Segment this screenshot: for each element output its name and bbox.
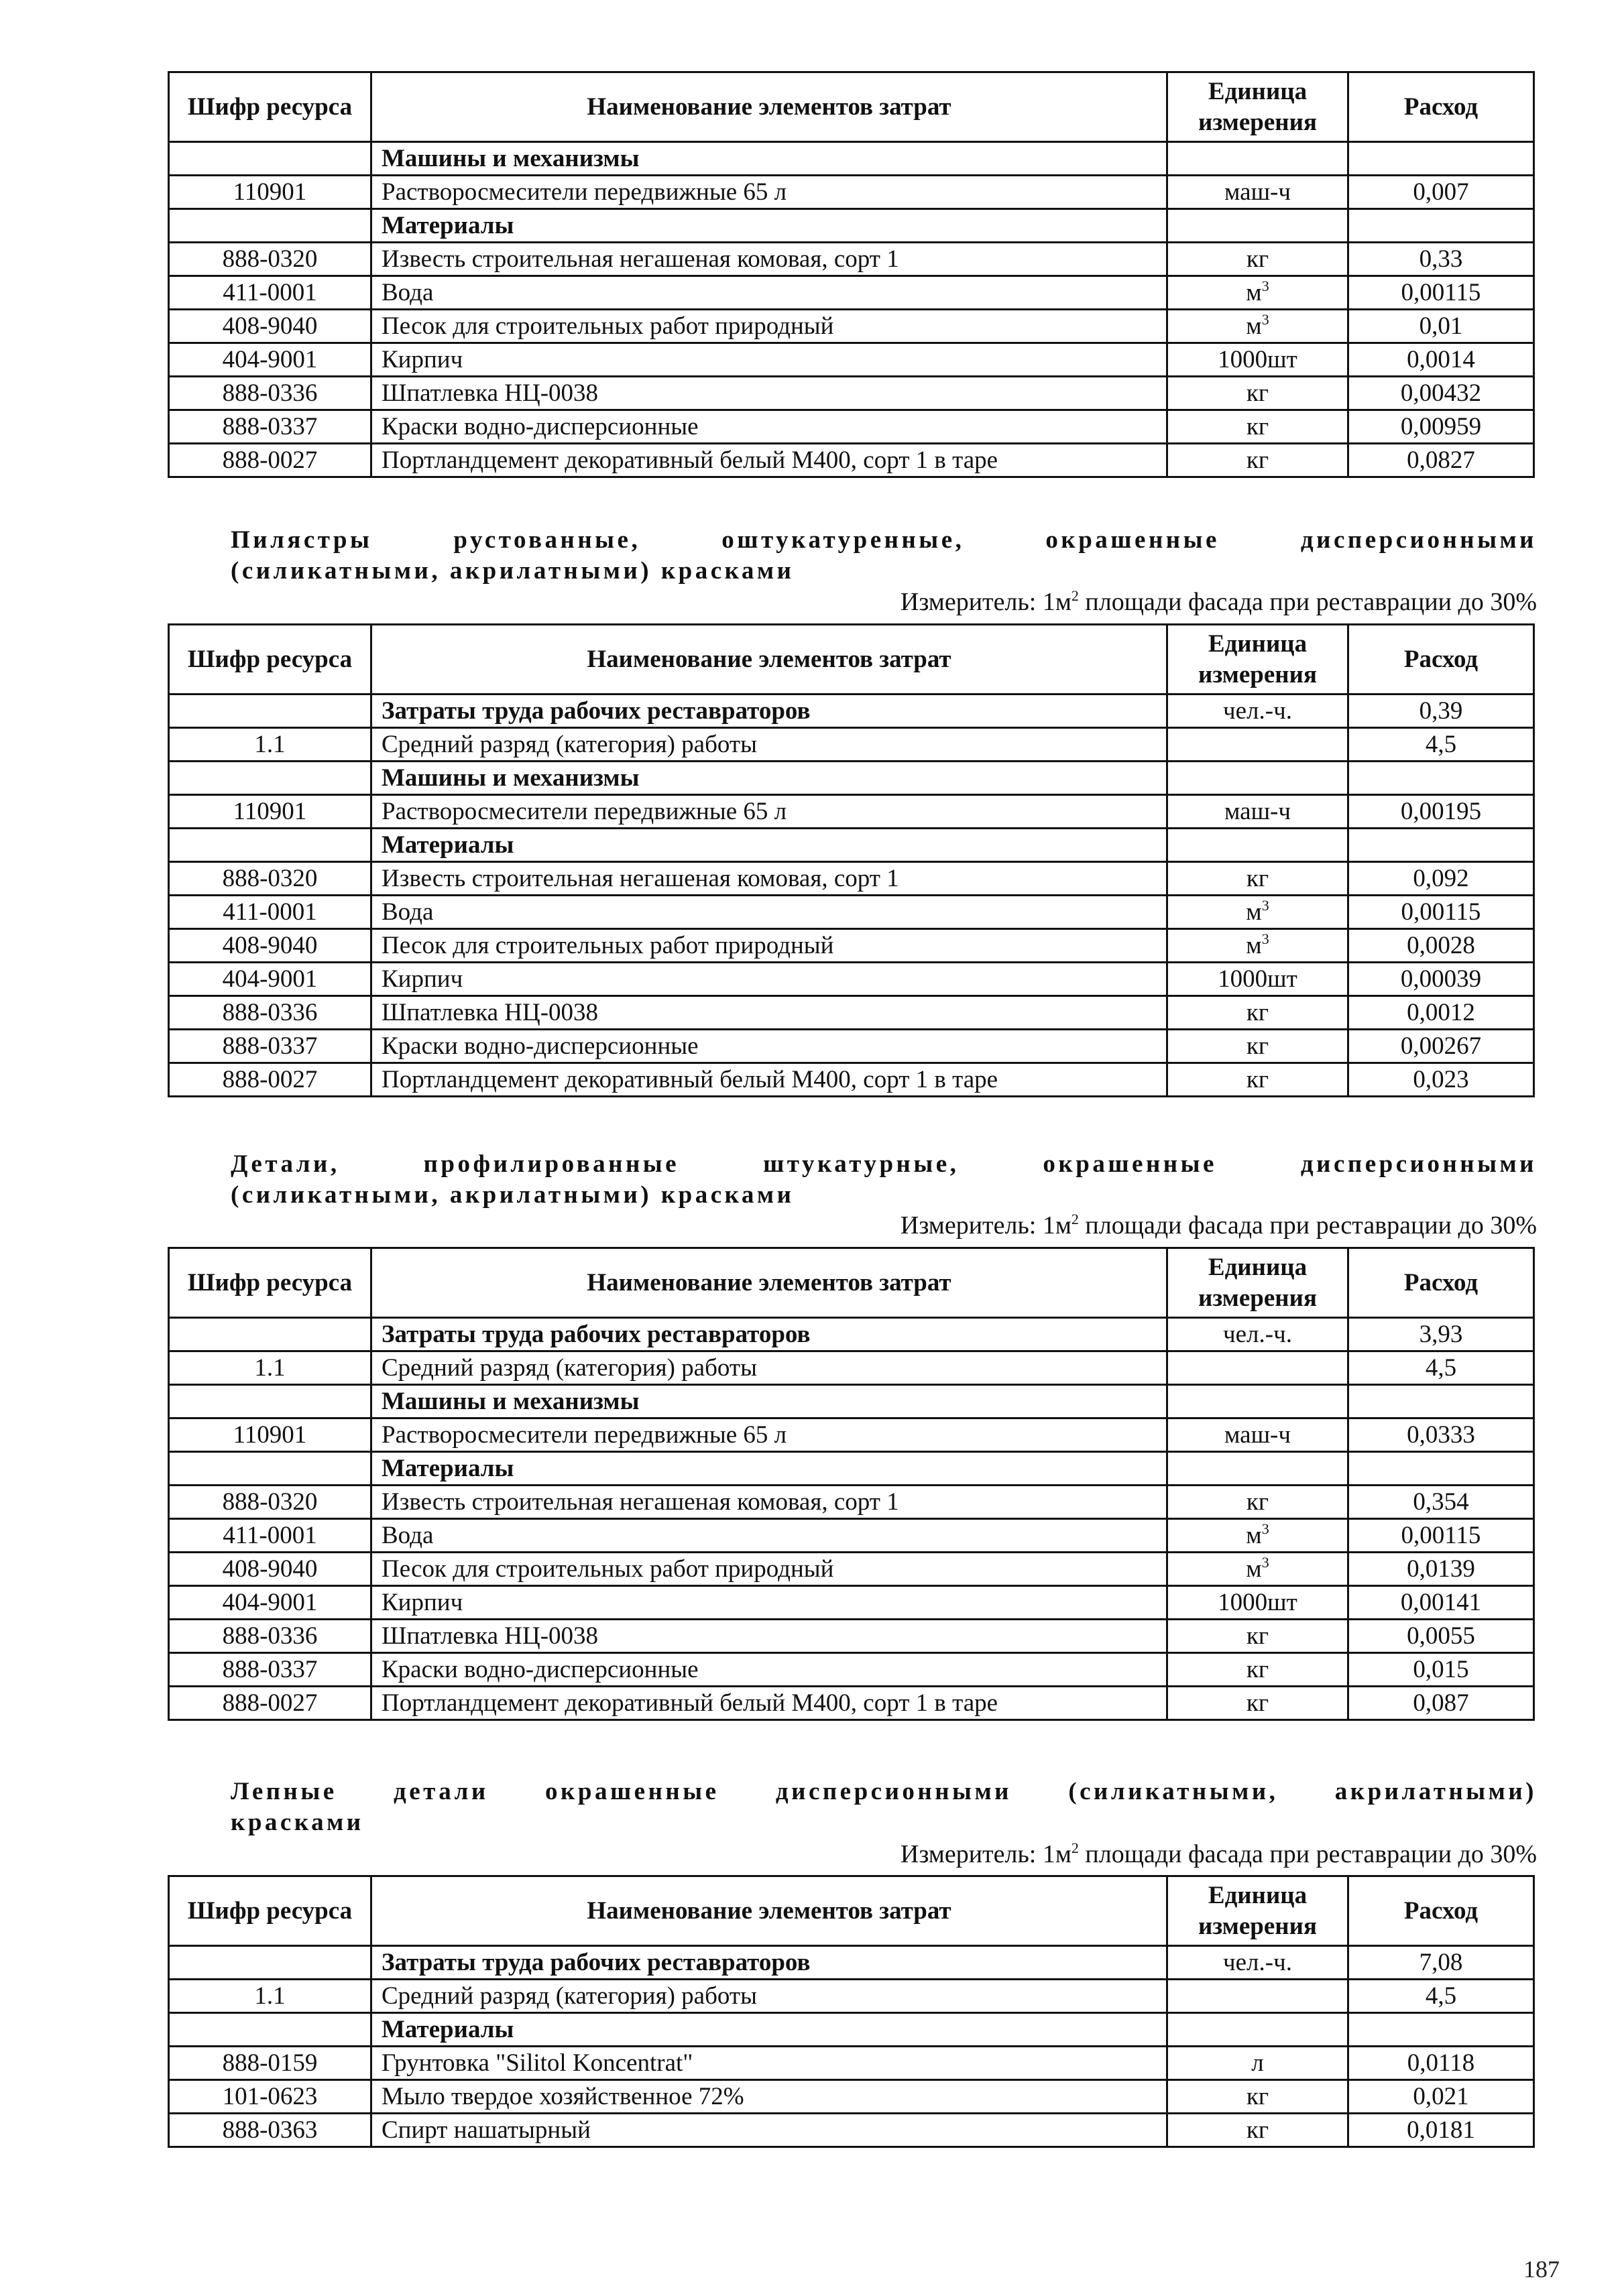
cost-element-name: Известь строительная негашеная комовая, сорт 1 bbox=[371, 1486, 1167, 1519]
consumption-value: 0,39 bbox=[1348, 694, 1534, 728]
unit-of-measure bbox=[1167, 2080, 1348, 2114]
unit-text: кг bbox=[1246, 1488, 1269, 1516]
cost-element-name: Грунтовка "Silitol Koncentrat" bbox=[371, 2047, 1167, 2080]
unit-text: кг bbox=[1246, 413, 1269, 440]
column-header-qty: Расход bbox=[1348, 625, 1534, 694]
measure-label: Измеритель: 1м bbox=[900, 588, 1071, 616]
cost-element-name: Материалы bbox=[371, 209, 1167, 243]
table-row bbox=[169, 176, 1534, 209]
unit-of-measure bbox=[1167, 343, 1348, 377]
cost-element-name: Песок для строительных работ природный bbox=[371, 310, 1167, 343]
unit-of-measure bbox=[1167, 410, 1348, 444]
table-row bbox=[169, 1519, 1534, 1553]
table-row bbox=[169, 1620, 1534, 1653]
cost-element-name: Спирт нашатырный bbox=[371, 2114, 1167, 2147]
resource-code bbox=[169, 1452, 371, 1486]
table-row bbox=[169, 276, 1534, 310]
unit-of-measure bbox=[1167, 1452, 1348, 1486]
measure-superscript: 2 bbox=[1071, 587, 1079, 604]
cost-element-name: Затраты труда рабочих реставраторов bbox=[371, 1946, 1167, 1980]
resource-code bbox=[169, 1385, 371, 1418]
resource-table bbox=[168, 71, 1535, 478]
unit-of-measure bbox=[1167, 1030, 1348, 1063]
table-row bbox=[169, 1653, 1534, 1687]
cost-element-name: Песок для строительных работ природный bbox=[371, 1553, 1167, 1586]
column-header-unit: Единица измерения bbox=[1167, 1248, 1348, 1318]
table-row bbox=[169, 142, 1534, 176]
unit-text: м bbox=[1246, 898, 1262, 926]
table-row bbox=[169, 243, 1534, 276]
cost-element-name: Средний разряд (категория) работы bbox=[371, 728, 1167, 762]
resource-code: 888-0336 bbox=[169, 1620, 371, 1653]
table-row bbox=[169, 377, 1534, 410]
section-heading-line-1: Пилястры рустованные, оштукатуренные, окрашенные дисперсионными bbox=[231, 526, 1537, 554]
table-row bbox=[169, 1687, 1534, 1720]
table-row bbox=[169, 310, 1534, 343]
table-row bbox=[169, 1418, 1534, 1452]
unit-of-measure bbox=[1167, 1980, 1348, 2013]
resource-code: 411-0001 bbox=[169, 1519, 371, 1553]
consumption-value: 0,00141 bbox=[1348, 1586, 1534, 1620]
column-header-unit: Единица измерения bbox=[1167, 72, 1348, 142]
table-row bbox=[169, 2047, 1534, 2080]
unit-text: кг bbox=[1246, 2083, 1269, 2110]
resource-code bbox=[169, 209, 371, 243]
table-row bbox=[169, 410, 1534, 444]
unit-of-measure bbox=[1167, 176, 1348, 209]
cost-element-name: Средний разряд (категория) работы bbox=[371, 1980, 1167, 2013]
unit-text: кг bbox=[1246, 1622, 1269, 1650]
consumption-value: 0,01 bbox=[1348, 310, 1534, 343]
unit-text: кг bbox=[1246, 1689, 1269, 1717]
cost-element-name: Портландцемент декоративный белый М400, сорт 1 в таре bbox=[371, 1063, 1167, 1097]
section-heading bbox=[231, 1149, 1537, 1211]
consumption-value: 0,0014 bbox=[1348, 343, 1534, 377]
column-header-unit: Единица измерения bbox=[1167, 625, 1348, 694]
cost-element-name: Краски водно-дисперсионные bbox=[371, 410, 1167, 444]
resource-code: 888-0336 bbox=[169, 996, 371, 1030]
resource-code: 1.1 bbox=[169, 1980, 371, 2013]
consumption-value: 0,0827 bbox=[1348, 444, 1534, 477]
measure-description: площади фасада при реставрации до 30% bbox=[1078, 588, 1537, 616]
consumption-value: 0,0118 bbox=[1348, 2047, 1534, 2080]
unit-of-measure bbox=[1167, 377, 1348, 410]
consumption-value bbox=[1348, 829, 1534, 862]
table-row bbox=[169, 862, 1534, 896]
column-header-name: Наименование элементов затрат bbox=[371, 72, 1167, 142]
table-row bbox=[169, 209, 1534, 243]
unit-of-measure bbox=[1167, 2114, 1348, 2147]
table-row bbox=[169, 1946, 1534, 1980]
consumption-value: 0,0028 bbox=[1348, 929, 1534, 963]
table-row bbox=[169, 2080, 1534, 2114]
table-row bbox=[169, 996, 1534, 1030]
section-heading-line-1: Лепные детали окрашенные дисперсионными (силикатными, акрилатными) bbox=[231, 1778, 1537, 1805]
resource-code: 411-0001 bbox=[169, 896, 371, 929]
cost-element-name: Вода bbox=[371, 1519, 1167, 1553]
cost-element-name: Портландцемент декоративный белый М400, сорт 1 в таре bbox=[371, 444, 1167, 477]
unit-of-measure bbox=[1167, 2013, 1348, 2047]
consumption-value bbox=[1348, 209, 1534, 243]
table-row bbox=[169, 929, 1534, 963]
resource-code: 101-0623 bbox=[169, 2080, 371, 2114]
cost-element-name: Машины и механизмы bbox=[371, 142, 1167, 176]
consumption-value: 0,00432 bbox=[1348, 377, 1534, 410]
table-row bbox=[169, 1452, 1534, 1486]
table-header-row bbox=[169, 625, 1534, 694]
unit-of-measure bbox=[1167, 1519, 1348, 1553]
unit-text: м bbox=[1246, 1555, 1262, 1583]
unit-superscript: 3 bbox=[1261, 1554, 1269, 1571]
measure-unit-note bbox=[901, 1839, 1537, 1869]
page-number: 187 bbox=[1523, 2256, 1560, 2283]
unit-text: кг bbox=[1246, 1032, 1269, 1060]
table-row bbox=[169, 963, 1534, 996]
unit-of-measure bbox=[1167, 1385, 1348, 1418]
column-header-code: Шифр ресурса bbox=[169, 1876, 371, 1946]
unit-of-measure bbox=[1167, 310, 1348, 343]
resource-code: 888-0027 bbox=[169, 444, 371, 477]
resource-code: 888-0027 bbox=[169, 1687, 371, 1720]
column-header-name: Наименование элементов затрат bbox=[371, 1876, 1167, 1946]
unit-of-measure bbox=[1167, 963, 1348, 996]
measure-unit-note bbox=[901, 587, 1537, 617]
cost-element-name: Мыло твердое хозяйственное 72% bbox=[371, 2080, 1167, 2114]
resource-code: 888-0337 bbox=[169, 410, 371, 444]
unit-text: чел.-ч. bbox=[1223, 697, 1292, 725]
unit-text: маш-ч bbox=[1224, 1421, 1291, 1449]
measure-description: площади фасада при реставрации до 30% bbox=[1078, 1840, 1537, 1868]
resource-code bbox=[169, 1318, 371, 1351]
consumption-value: 0,0139 bbox=[1348, 1553, 1534, 1586]
resource-code: 888-0159 bbox=[169, 2047, 371, 2080]
consumption-value: 0,0055 bbox=[1348, 1620, 1534, 1653]
resource-table bbox=[168, 623, 1535, 1097]
resource-code: 408-9040 bbox=[169, 1553, 371, 1586]
consumption-value: 0,00267 bbox=[1348, 1030, 1534, 1063]
cost-element-name: Вода bbox=[371, 896, 1167, 929]
resource-code bbox=[169, 1946, 371, 1980]
cost-element-name: Материалы bbox=[371, 829, 1167, 862]
resource-code bbox=[169, 2013, 371, 2047]
unit-of-measure bbox=[1167, 1653, 1348, 1687]
column-header-qty: Расход bbox=[1348, 72, 1534, 142]
unit-of-measure bbox=[1167, 929, 1348, 963]
consumption-value: 0,00039 bbox=[1348, 963, 1534, 996]
cost-element-name: Кирпич bbox=[371, 1586, 1167, 1620]
unit-of-measure bbox=[1167, 896, 1348, 929]
unit-text: маш-ч bbox=[1224, 178, 1291, 206]
consumption-value: 0,33 bbox=[1348, 243, 1534, 276]
table-row bbox=[169, 728, 1534, 762]
column-header-qty: Расход bbox=[1348, 1876, 1534, 1946]
unit-of-measure bbox=[1167, 996, 1348, 1030]
resource-code bbox=[169, 762, 371, 795]
unit-of-measure bbox=[1167, 209, 1348, 243]
cost-element-name: Портландцемент декоративный белый М400, сорт 1 в таре bbox=[371, 1687, 1167, 1720]
cost-element-name: Затраты труда рабочих реставраторов bbox=[371, 1318, 1167, 1351]
table-row bbox=[169, 1318, 1534, 1351]
unit-text: кг bbox=[1246, 379, 1269, 407]
unit-of-measure bbox=[1167, 2047, 1348, 2080]
resource-code: 888-0336 bbox=[169, 377, 371, 410]
consumption-value: 0,015 bbox=[1348, 1653, 1534, 1687]
table-row bbox=[169, 1351, 1534, 1385]
table-row bbox=[169, 1586, 1534, 1620]
consumption-value bbox=[1348, 1385, 1534, 1418]
unit-text: м bbox=[1246, 312, 1262, 340]
section-heading-line-2: красками bbox=[231, 1809, 364, 1836]
resource-code: 411-0001 bbox=[169, 276, 371, 310]
table-row bbox=[169, 1486, 1534, 1519]
unit-of-measure bbox=[1167, 829, 1348, 862]
consumption-value: 0,00959 bbox=[1348, 410, 1534, 444]
cost-element-name: Вода bbox=[371, 276, 1167, 310]
unit-text: кг bbox=[1246, 446, 1269, 474]
table-header-row bbox=[169, 72, 1534, 142]
column-header-qty: Расход bbox=[1348, 1248, 1534, 1318]
table-row bbox=[169, 1385, 1534, 1418]
section-heading-line-1: Детали, профилированные штукатурные, окрашенные дисперсионными bbox=[231, 1150, 1537, 1178]
consumption-value: 0,0333 bbox=[1348, 1418, 1534, 1452]
resource-code: 404-9001 bbox=[169, 343, 371, 377]
resource-table bbox=[168, 1247, 1535, 1721]
unit-text: чел.-ч. bbox=[1223, 1321, 1292, 1348]
unit-superscript: 3 bbox=[1261, 278, 1269, 294]
table-row bbox=[169, 896, 1534, 929]
resource-code bbox=[169, 142, 371, 176]
measure-label: Измеритель: 1м bbox=[900, 1840, 1071, 1868]
column-header-unit: Единица измерения bbox=[1167, 1876, 1348, 1946]
column-header-name: Наименование элементов затрат bbox=[371, 1248, 1167, 1318]
resource-code: 408-9040 bbox=[169, 310, 371, 343]
unit-of-measure bbox=[1167, 1063, 1348, 1097]
unit-of-measure bbox=[1167, 762, 1348, 795]
consumption-value: 0,0012 bbox=[1348, 996, 1534, 1030]
unit-text: кг bbox=[1246, 1066, 1269, 1093]
unit-text: м bbox=[1246, 932, 1262, 959]
cost-element-name: Шпатлевка НЦ-0038 bbox=[371, 996, 1167, 1030]
table-row bbox=[169, 2013, 1534, 2047]
unit-of-measure bbox=[1167, 1620, 1348, 1653]
table-header-row bbox=[169, 1248, 1534, 1318]
resource-code: 888-0320 bbox=[169, 1486, 371, 1519]
cost-element-name: Кирпич bbox=[371, 963, 1167, 996]
unit-superscript: 3 bbox=[1261, 930, 1269, 947]
table-row bbox=[169, 444, 1534, 477]
cost-element-name: Известь строительная негашеная комовая, сорт 1 bbox=[371, 862, 1167, 896]
consumption-value: 7,08 bbox=[1348, 1946, 1534, 1980]
resource-code: 888-0320 bbox=[169, 243, 371, 276]
unit-of-measure bbox=[1167, 1351, 1348, 1385]
unit-of-measure bbox=[1167, 694, 1348, 728]
unit-text: чел.-ч. bbox=[1223, 1949, 1292, 1976]
unit-superscript: 3 bbox=[1261, 897, 1269, 914]
unit-of-measure bbox=[1167, 444, 1348, 477]
unit-of-measure bbox=[1167, 1946, 1348, 1980]
unit-of-measure bbox=[1167, 1687, 1348, 1720]
consumption-value: 4,5 bbox=[1348, 728, 1534, 762]
unit-text: кг bbox=[1246, 999, 1269, 1026]
resource-code bbox=[169, 829, 371, 862]
resource-code bbox=[169, 694, 371, 728]
table-row bbox=[169, 1980, 1534, 2013]
unit-text: 1000шт bbox=[1218, 965, 1297, 993]
unit-of-measure bbox=[1167, 1586, 1348, 1620]
consumption-value: 4,5 bbox=[1348, 1351, 1534, 1385]
section-heading-line-2: (силикатными, акрилатными) красками bbox=[231, 557, 795, 585]
resource-code: 1.1 bbox=[169, 1351, 371, 1385]
consumption-value: 3,93 bbox=[1348, 1318, 1534, 1351]
table-row bbox=[169, 829, 1534, 862]
consumption-value bbox=[1348, 142, 1534, 176]
cost-element-name: Шпатлевка НЦ-0038 bbox=[371, 1620, 1167, 1653]
measure-unit-note bbox=[901, 1211, 1537, 1240]
cost-element-name: Средний разряд (категория) работы bbox=[371, 1351, 1167, 1385]
resource-code: 888-0337 bbox=[169, 1653, 371, 1687]
section-heading bbox=[231, 1776, 1537, 1838]
table-row bbox=[169, 343, 1534, 377]
resource-code: 888-0363 bbox=[169, 2114, 371, 2147]
cost-element-name: Краски водно-дисперсионные bbox=[371, 1653, 1167, 1687]
table-row bbox=[169, 795, 1534, 829]
measure-label: Измеритель: 1м bbox=[900, 1211, 1071, 1240]
cost-element-name: Растворосмесители передвижные 65 л bbox=[371, 1418, 1167, 1452]
unit-of-measure bbox=[1167, 276, 1348, 310]
unit-text: кг bbox=[1246, 2116, 1269, 2144]
section-heading-line-2: (силикатными, акрилатными) красками bbox=[231, 1181, 795, 1209]
resource-code: 1.1 bbox=[169, 728, 371, 762]
consumption-value: 0,0181 bbox=[1348, 2114, 1534, 2147]
resource-code: 408-9040 bbox=[169, 929, 371, 963]
consumption-value: 0,00195 bbox=[1348, 795, 1534, 829]
table-row bbox=[169, 1030, 1534, 1063]
consumption-value: 0,007 bbox=[1348, 176, 1534, 209]
cost-element-name: Известь строительная негашеная комовая, сорт 1 bbox=[371, 243, 1167, 276]
unit-text: м bbox=[1246, 279, 1262, 306]
cost-element-name: Затраты труда рабочих реставраторов bbox=[371, 694, 1167, 728]
unit-of-measure bbox=[1167, 862, 1348, 896]
unit-of-measure bbox=[1167, 1486, 1348, 1519]
cost-element-name: Шпатлевка НЦ-0038 bbox=[371, 377, 1167, 410]
consumption-value: 0,00115 bbox=[1348, 276, 1534, 310]
resource-code: 110901 bbox=[169, 176, 371, 209]
column-header-code: Шифр ресурса bbox=[169, 72, 371, 142]
unit-superscript: 3 bbox=[1261, 311, 1269, 328]
unit-text: кг bbox=[1246, 1656, 1269, 1683]
measure-superscript: 2 bbox=[1071, 1839, 1079, 1856]
unit-of-measure bbox=[1167, 1418, 1348, 1452]
cost-element-name: Материалы bbox=[371, 2013, 1167, 2047]
cost-element-name: Растворосмесители передвижные 65 л bbox=[371, 176, 1167, 209]
resource-table bbox=[168, 1875, 1535, 2148]
unit-of-measure bbox=[1167, 728, 1348, 762]
consumption-value bbox=[1348, 1452, 1534, 1486]
table-row bbox=[169, 2114, 1534, 2147]
cost-element-name: Кирпич bbox=[371, 343, 1167, 377]
resource-code: 404-9001 bbox=[169, 1586, 371, 1620]
cost-element-name: Песок для строительных работ природный bbox=[371, 929, 1167, 963]
resource-code: 110901 bbox=[169, 1418, 371, 1452]
cost-element-name: Краски водно-дисперсионные bbox=[371, 1030, 1167, 1063]
unit-of-measure bbox=[1167, 795, 1348, 829]
cost-element-name: Материалы bbox=[371, 1452, 1167, 1486]
unit-text: м bbox=[1246, 1522, 1262, 1549]
unit-text: маш-ч bbox=[1224, 798, 1291, 825]
consumption-value: 0,00115 bbox=[1348, 1519, 1534, 1553]
consumption-value: 0,087 bbox=[1348, 1687, 1534, 1720]
table-row bbox=[169, 762, 1534, 795]
table-row bbox=[169, 694, 1534, 728]
table-row bbox=[169, 1553, 1534, 1586]
column-header-name: Наименование элементов затрат bbox=[371, 625, 1167, 694]
unit-text: 1000шт bbox=[1218, 1589, 1297, 1616]
consumption-value bbox=[1348, 2013, 1534, 2047]
column-header-code: Шифр ресурса bbox=[169, 625, 371, 694]
unit-text: кг bbox=[1246, 245, 1269, 273]
consumption-value: 0,092 bbox=[1348, 862, 1534, 896]
resource-code: 110901 bbox=[169, 795, 371, 829]
table-row bbox=[169, 1063, 1534, 1097]
cost-element-name: Машины и механизмы bbox=[371, 1385, 1167, 1418]
unit-of-measure bbox=[1167, 1553, 1348, 1586]
measure-description: площади фасада при реставрации до 30% bbox=[1078, 1211, 1537, 1240]
section-heading bbox=[231, 525, 1537, 587]
cost-element-name: Растворосмесители передвижные 65 л bbox=[371, 795, 1167, 829]
consumption-value: 0,023 bbox=[1348, 1063, 1534, 1097]
resource-code: 888-0337 bbox=[169, 1030, 371, 1063]
resource-code: 404-9001 bbox=[169, 963, 371, 996]
unit-superscript: 3 bbox=[1261, 1520, 1269, 1537]
resource-code: 888-0320 bbox=[169, 862, 371, 896]
consumption-value: 0,00115 bbox=[1348, 896, 1534, 929]
consumption-value: 4,5 bbox=[1348, 1980, 1534, 2013]
consumption-value bbox=[1348, 762, 1534, 795]
consumption-value: 0,021 bbox=[1348, 2080, 1534, 2114]
table-header-row bbox=[169, 1876, 1534, 1946]
cost-element-name: Машины и механизмы bbox=[371, 762, 1167, 795]
resource-code: 888-0027 bbox=[169, 1063, 371, 1097]
unit-of-measure bbox=[1167, 243, 1348, 276]
consumption-value: 0,354 bbox=[1348, 1486, 1534, 1519]
unit-text: л bbox=[1251, 2049, 1264, 2077]
column-header-code: Шифр ресурса bbox=[169, 1248, 371, 1318]
measure-superscript: 2 bbox=[1071, 1211, 1079, 1227]
unit-text: 1000шт bbox=[1218, 346, 1297, 373]
unit-text: кг bbox=[1246, 865, 1269, 892]
unit-of-measure bbox=[1167, 1318, 1348, 1351]
unit-of-measure bbox=[1167, 142, 1348, 176]
